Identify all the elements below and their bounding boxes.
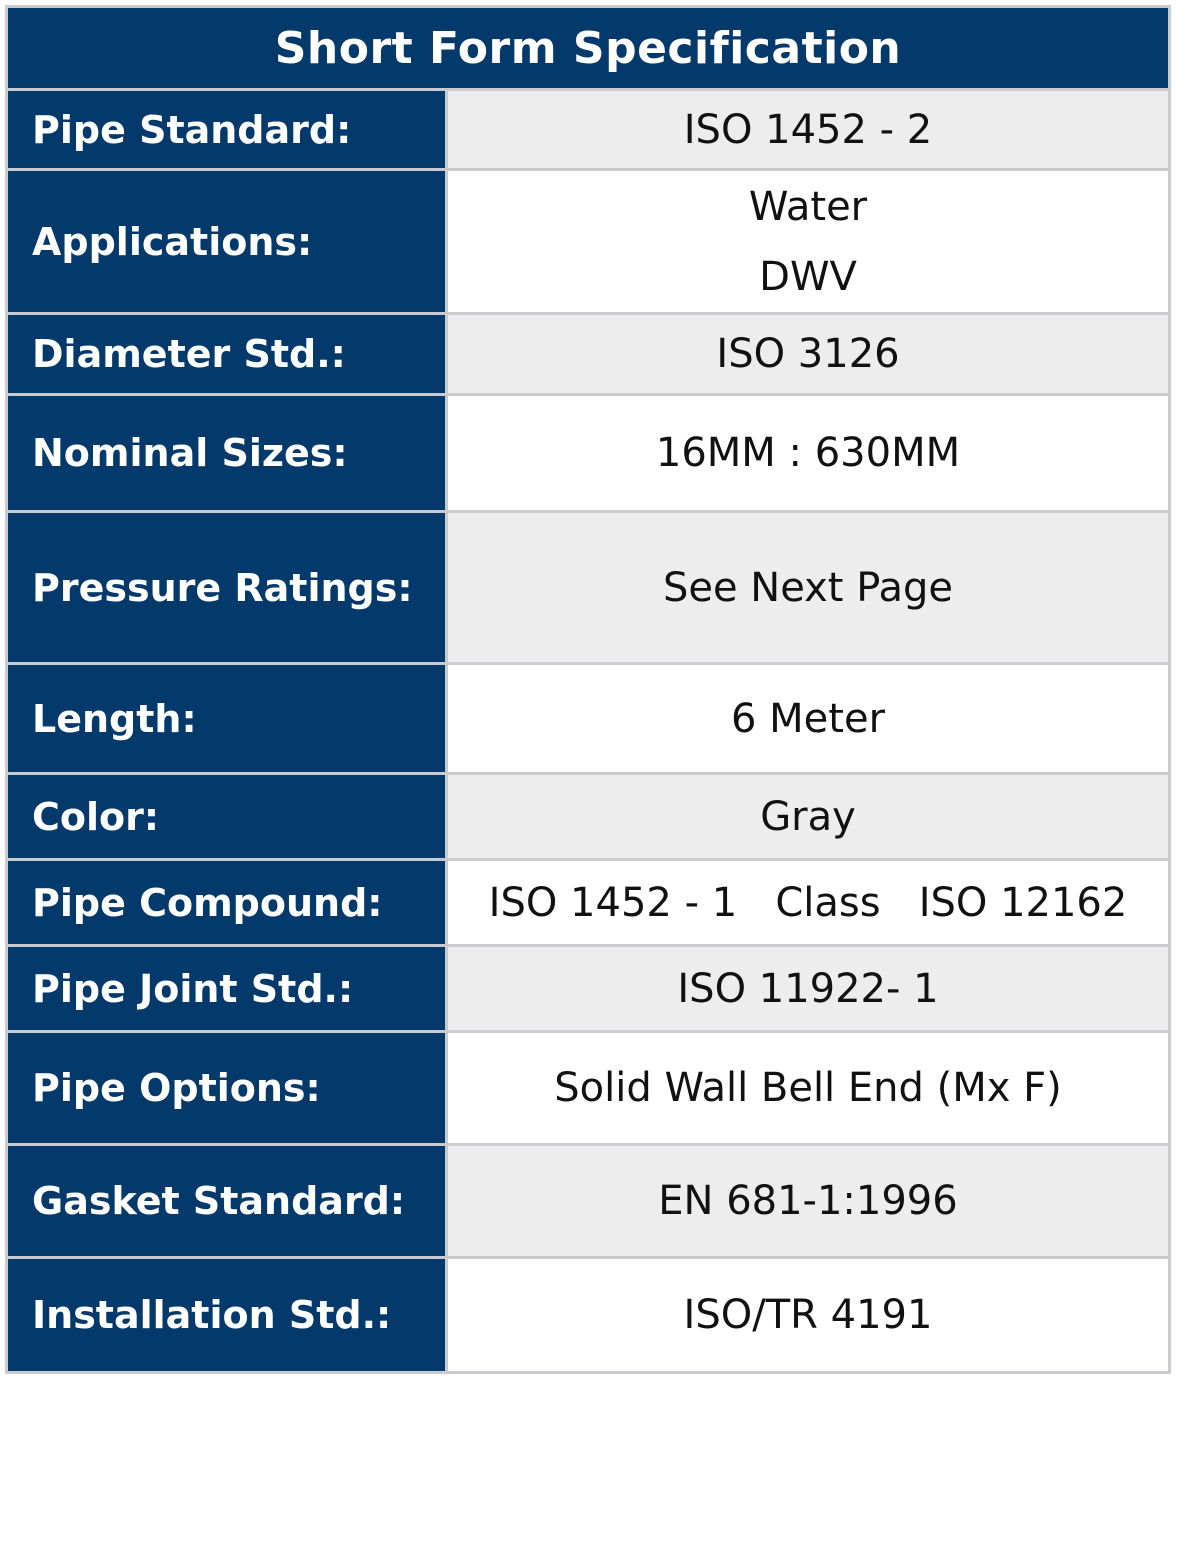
row-label: Installation Std.:	[8, 1259, 445, 1371]
row-value-text: Gray	[760, 793, 856, 840]
row-label: Gasket Standard:	[8, 1146, 445, 1256]
row-label: Length:	[8, 665, 445, 772]
row-label: Applications:	[8, 171, 445, 312]
table-row	[8, 1146, 1168, 1256]
row-value-text: ISO 1452 - 1 Class ISO 12162	[488, 879, 1128, 926]
row-value	[448, 775, 1168, 858]
row-value	[448, 1033, 1168, 1143]
row-label: Pipe Standard:	[8, 91, 445, 168]
row-label: Pipe Options:	[8, 1033, 445, 1143]
spec-table	[5, 5, 1171, 1374]
table-row	[8, 91, 1168, 168]
row-value	[448, 665, 1168, 772]
table-row	[8, 947, 1168, 1030]
table-row	[8, 513, 1168, 662]
row-value-text: Water	[748, 183, 868, 230]
row-value	[448, 861, 1168, 944]
row-label: Pressure Ratings:	[8, 513, 445, 662]
row-value-text: 6 Meter	[730, 695, 886, 742]
table-title: Short Form Specification	[8, 8, 1168, 88]
row-value	[448, 947, 1168, 1030]
table-row	[8, 315, 1168, 393]
row-value-text: ISO/TR 4191	[683, 1292, 933, 1338]
row-value-text: ISO 1452 - 2	[683, 106, 933, 153]
row-label: Nominal Sizes:	[8, 396, 445, 510]
table-row	[8, 775, 1168, 858]
row-label: Diameter Std.:	[8, 315, 445, 393]
row-value	[448, 1259, 1168, 1371]
row-value-text: DWV	[759, 253, 857, 300]
table-row	[8, 861, 1168, 944]
row-value	[448, 513, 1168, 662]
table-row	[8, 1259, 1168, 1371]
row-value-text: EN 681-1:1996	[658, 1178, 958, 1224]
row-value	[448, 315, 1168, 393]
row-value	[448, 91, 1168, 168]
row-value	[448, 396, 1168, 510]
table-row	[8, 396, 1168, 510]
row-value	[448, 171, 1168, 312]
table-row	[8, 665, 1168, 772]
table-row	[8, 1033, 1168, 1143]
row-label: Pipe Joint Std.:	[8, 947, 445, 1030]
row-value-text: Solid Wall Bell End (Mx F)	[554, 1065, 1062, 1111]
row-value-text: 16MM : 630MM	[655, 430, 961, 476]
row-value-text: ISO 3126	[716, 331, 900, 377]
row-value-text: See Next Page	[662, 564, 954, 611]
table-row	[8, 171, 1168, 312]
row-value	[448, 1146, 1168, 1256]
row-value-text: ISO 11922- 1	[677, 965, 939, 1012]
row-label: Pipe Compound:	[8, 861, 445, 944]
row-label: Color:	[8, 775, 445, 858]
